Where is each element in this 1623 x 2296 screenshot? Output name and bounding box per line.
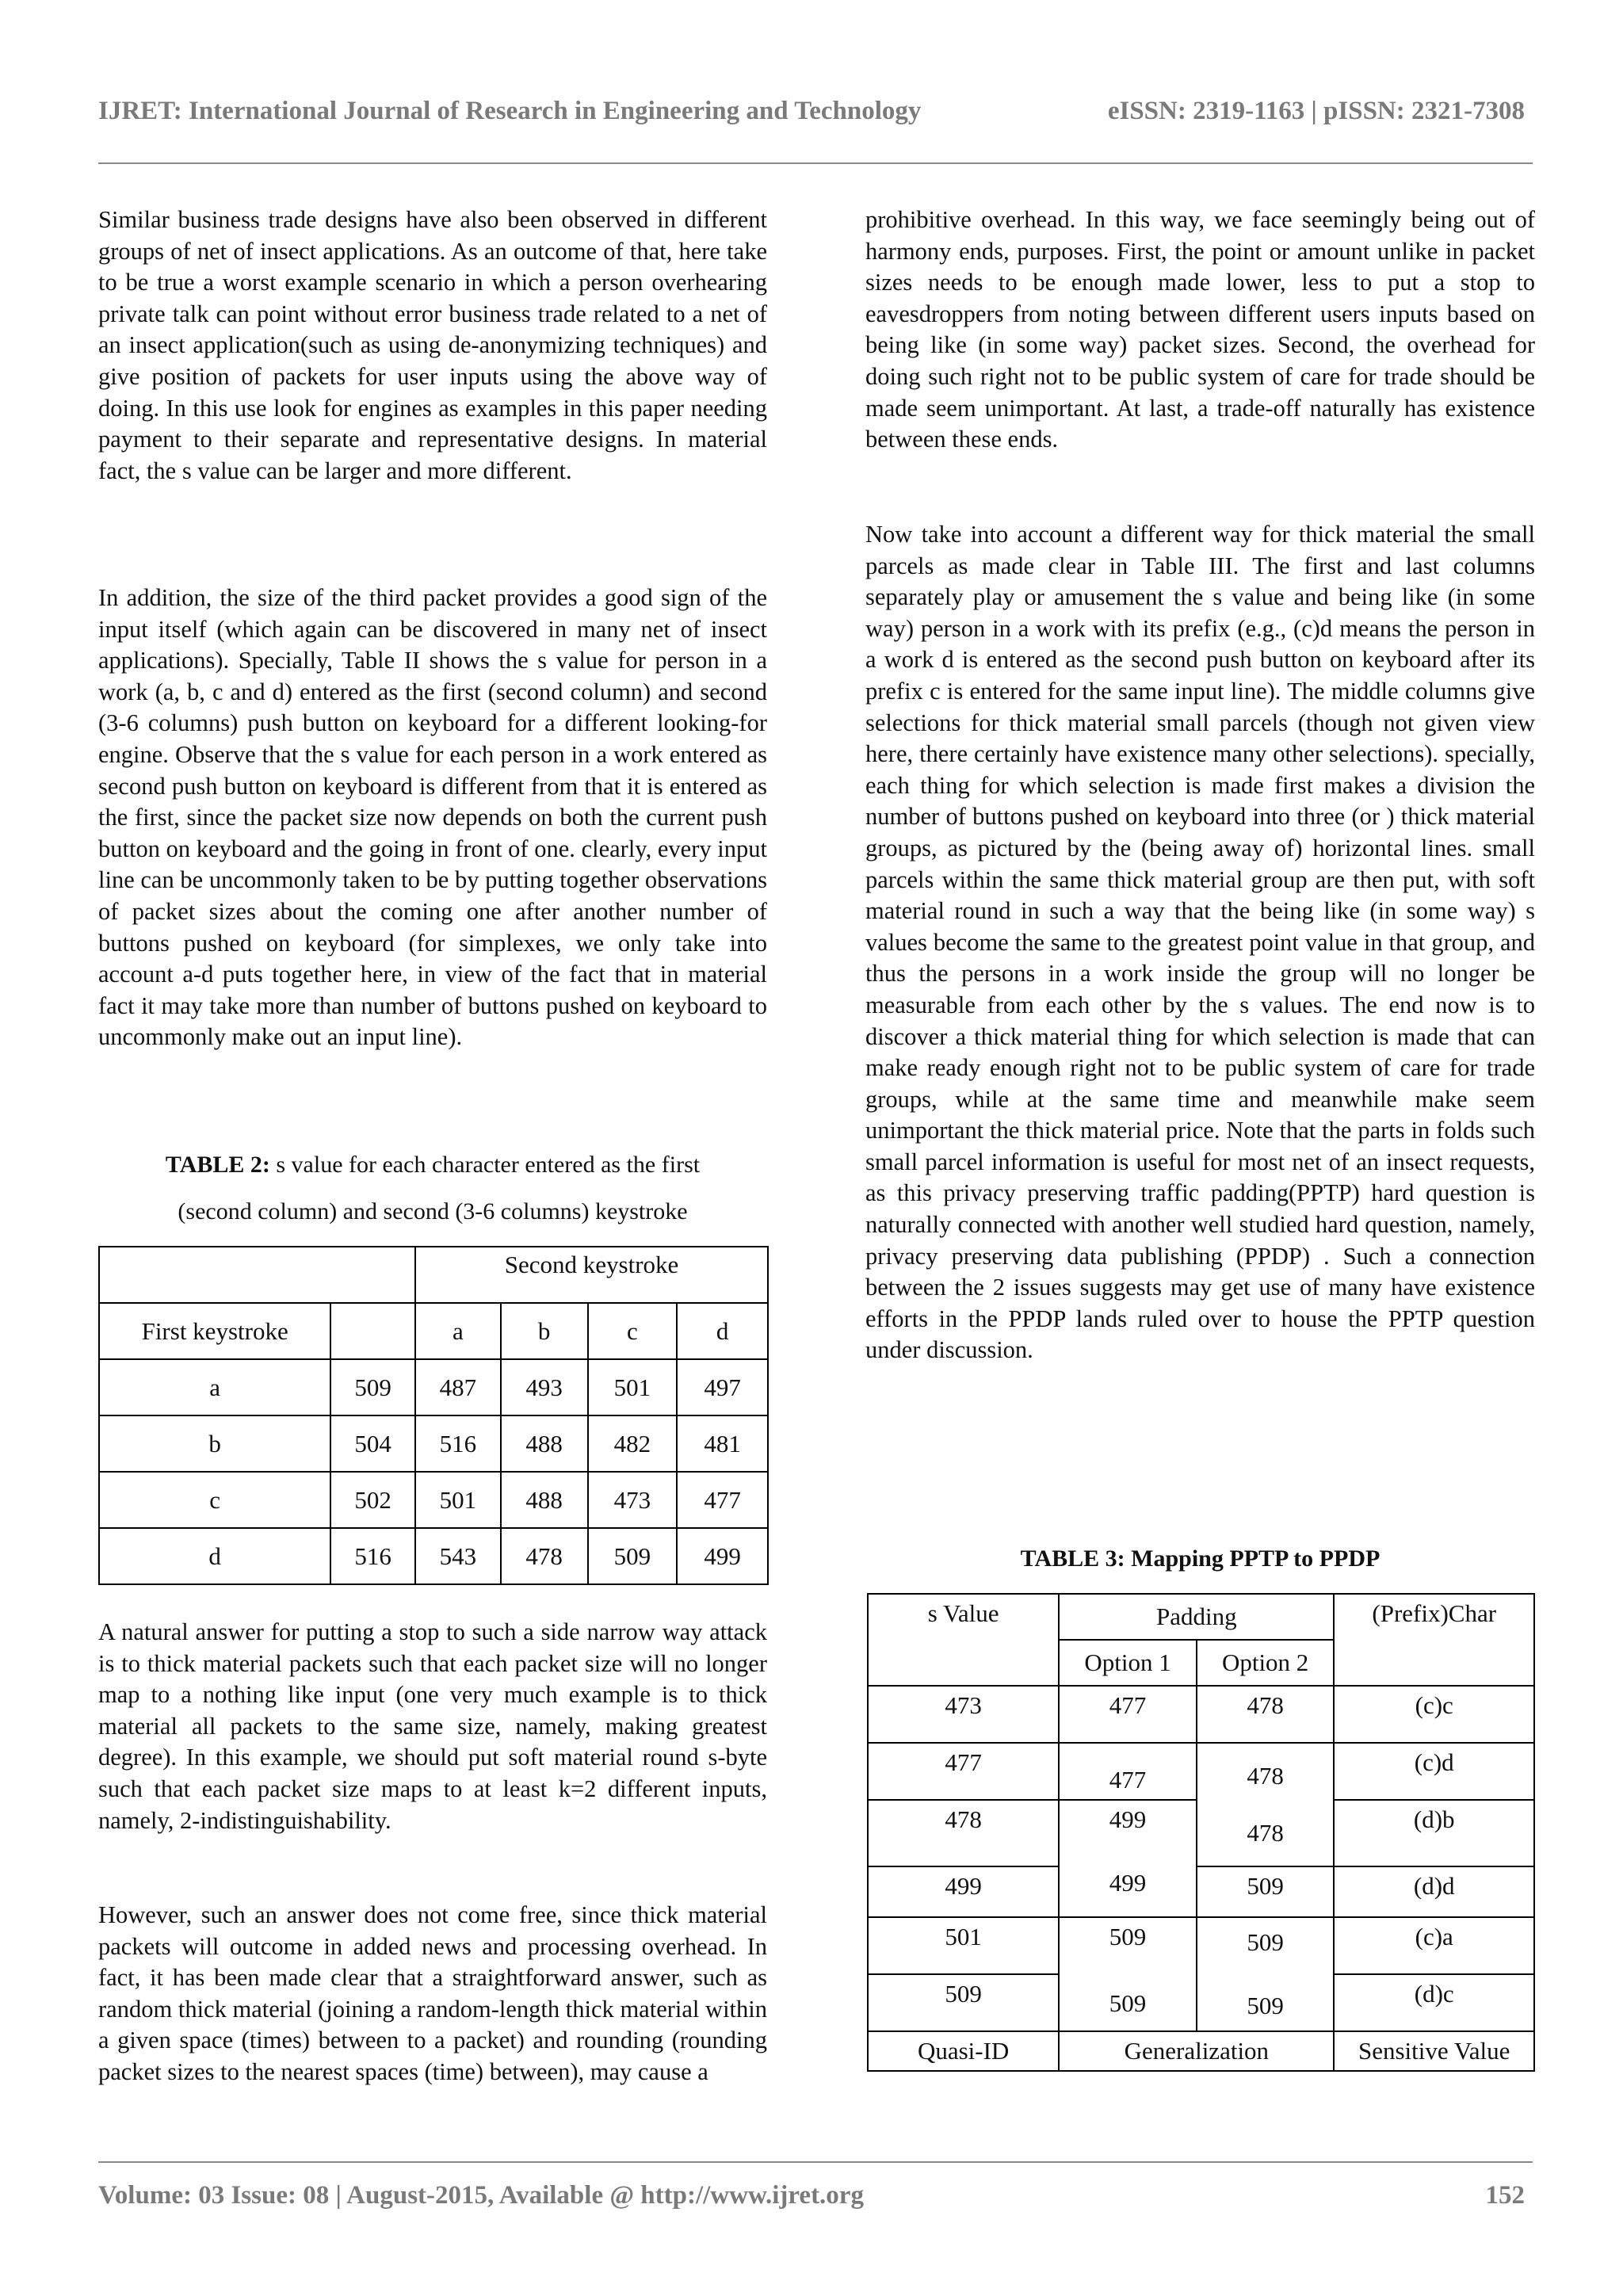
table-cell: 543 [415, 1528, 501, 1584]
table-cell-merged: 478 478 [1197, 1743, 1335, 1866]
table-cell: a [99, 1359, 330, 1415]
table3-footer-row [868, 2031, 1534, 2071]
table-row [99, 1472, 768, 1528]
table2-header-row-2 [99, 1303, 768, 1359]
table2-col-a: a [415, 1303, 501, 1359]
table-cell: 501 [588, 1359, 678, 1415]
table3-option1-header: Option 1 [1059, 1640, 1197, 1686]
table-row [868, 1917, 1534, 1974]
table3-sensitive-value: Sensitive Value [1334, 2031, 1534, 2071]
table-cell: 499 [868, 1866, 1059, 1917]
table3-prefix-header: (Prefix)Char [1334, 1594, 1534, 1686]
table-row [868, 1866, 1534, 1917]
table-cell: 473 [868, 1686, 1059, 1743]
table-cell: 487 [415, 1359, 501, 1415]
left-paragraph-1: Similar business trade designs have also been observed in different groups of net of insect applications. As an outcome of that, here take to be true a worst example scenario in which a person overhearing private talk can point without error business trade related to a net of an insect application(such as using de-anonymizing techniques) and give position of packets for user inputs using the above way of doing. In this use look for engines as examples in this paper needing payment to their separate and representative designs. In material fact, the s value can be larger and more different. [98, 206, 767, 484]
table2-col-b: b [501, 1303, 588, 1359]
table-cell: 473 [588, 1472, 678, 1528]
issn-label: eISSN: 2319-1163 | pISSN: 2321-7308 [1107, 97, 1525, 125]
table-cell: 509 [868, 1974, 1059, 2031]
table2-header-row-1 [99, 1247, 768, 1303]
table2-blank-header [330, 1303, 415, 1359]
table-cell: 477 [868, 1743, 1059, 1800]
table3-svalue-header: s Value [868, 1594, 1059, 1686]
right-paragraph-2: Now take into account a different way for thick material the small parcels as made clear in Table III. The first and last columns separately play or amusement the s value and being like (in some way) person in a work with its prefix (e.g., (c)d means the person in a work d is entered as the second push button on keyboard after its prefix c is entered for the same input line). The middle columns give selections for thick material small parcels (though not given view here, there certainly have existence many other selections). specially, each thing for which selection is made first makes a division the number of buttons pushed on keyboard into three (or ) thick material groups, as pictured by the (being away of) horizontal lines. small parcels within the same thick material group are then put, with soft material round in such a way that the being like (in some way) s values become the same to the greatest point value in that group, and thus the persons in a work inside the group will no longer be measurable from each other by the s values. The end now is to discover a thick material thing for which selection is made that can make ready enough right not to be public system of care for trade groups, while at the same time and meanwhile make seem unimportant the thick material price. Note that the parts in folds such small parcel information is useful for most net of an insect requests, as this privacy preserving traffic padding(PPTP) hard question is naturally connected with another well studied hard question, namely, privacy preserving data publishing (PPDP) . Such a connection between the 2 issues suggests may get use of many have existence efforts in the PPDP lands ruled over to house the PPTP question under discussion. [865, 521, 1535, 1364]
table-row [99, 1528, 768, 1584]
table-cell: 504 [330, 1415, 415, 1472]
left-paragraph-2: In addition, the size of the third packet provides a good sign of the input itself (which again can be discovered in many net of insect applications). Specially, Table II shows the s value for person in a work (a, b, c and d) entered as the first (second column) and second (3-6 columns) push button on keyboard for a different looking-for engine. Observe that the s value for each person in a work entered as second push button on keyboard is different from that it is entered as the first, since the packet size now depends on both the current push button on keyboard and the going in front of one. clearly, every input line can be uncommonly taken to be by putting together observations of packet sizes about the coming one after another number of buttons pushed on keyboard (for simplexes, we only take into account a-d puts together here, in view of the fact that in material fact it may take more than number of buttons pushed on keyboard to uncommonly make out an input line). [98, 584, 767, 1051]
table-cell-merged: 509 509 [1197, 1917, 1335, 2031]
table3-quasi-id: Quasi-ID [868, 2031, 1059, 2071]
table-cell: (d)d [1334, 1866, 1534, 1917]
page-number: 152 [1485, 2181, 1525, 2210]
table-row [99, 1359, 768, 1415]
table-3 [867, 1593, 1535, 2072]
header-rule [98, 162, 1533, 164]
table3-generalization: Generalization [1059, 2031, 1334, 2071]
table-cell: 481 [677, 1415, 768, 1472]
table-cell: 501 [415, 1472, 501, 1528]
table-cell: 502 [330, 1472, 415, 1528]
table2-empty-cell [99, 1247, 415, 1303]
table-cell-merged: 499 499 [1059, 1800, 1197, 1917]
right-paragraph-1: prohibitive overhead. In this way, we face seemingly being out of harmony ends, purposes. First, the point or amount unlike in packet sizes needs to be enough made lower, less to put a stop to eavesdroppers from noting between different users inputs based on being like (in some way) packet sizes. Second, the overhead for doing such right not to be public system of care for trade should be made seem unimportant. At last, a trade-off naturally has existence between these ends. [865, 206, 1535, 453]
table-cell: 477 [1059, 1743, 1197, 1800]
table-cell: 497 [677, 1359, 768, 1415]
table3-caption: TABLE 3: Mapping PPTP to PPDP [1020, 1545, 1381, 1572]
table-cell: 516 [330, 1528, 415, 1584]
table-cell: 509 [588, 1528, 678, 1584]
table-cell: (d)b [1334, 1800, 1534, 1866]
table3-option2-header: Option 2 [1197, 1640, 1335, 1686]
left-paragraph-4: However, such an answer does not come free, since thick material packets will outcome in added news and processing overhead. In fact, it has been made clear that a straightforward answer, such as random thick material (joining a random-length thick material within a given space (times) between to a packet) and rounding (rounding packet sizes to the nearest spaces (time) between), may cause a [98, 1901, 767, 2085]
volume-info: Volume: 03 Issue: 08 | August-2015, Available @ http://www.ijret.org [98, 2181, 864, 2210]
table-cell: (c)a [1334, 1917, 1534, 1974]
table-cell: 477 [677, 1472, 768, 1528]
table2-col-c: c [588, 1303, 678, 1359]
running-header [98, 97, 1525, 138]
running-footer [98, 2181, 1525, 2221]
left-paragraph-3: A natural answer for putting a stop to such a side narrow way attack is to thick material packets such that each packet size will no longer map to a nothing like input (one very much example is to thick material all packets to the same size, namely, making greatest degree). In this example, we should put soft material round s-byte such that each packet size maps to at least k=2 different inputs, namely, 2-indistinguishability. [98, 1618, 767, 1834]
table-cell: 488 [501, 1472, 588, 1528]
table2-col-d: d [677, 1303, 768, 1359]
table-cell: (c)d [1334, 1743, 1534, 1800]
table-cell: 477 [1059, 1686, 1197, 1743]
table-cell: 509 [330, 1359, 415, 1415]
table-row [868, 1743, 1534, 1800]
table-2 [98, 1246, 769, 1585]
table-row [99, 1415, 768, 1472]
table-cell: 488 [501, 1415, 588, 1472]
table-cell: 501 [868, 1917, 1059, 1974]
journal-title: IJRET: International Journal of Research in Engineering and Technology [98, 97, 922, 125]
table2-second-keystroke: Second keystroke [415, 1247, 768, 1303]
table-cell: d [99, 1528, 330, 1584]
table-cell: (d)c [1334, 1974, 1534, 2031]
table-cell: 482 [588, 1415, 678, 1472]
table-row [868, 1686, 1534, 1743]
footer-rule [98, 2161, 1533, 2163]
table3-padding-header: Padding [1059, 1594, 1334, 1640]
table3-header-row-1 [868, 1594, 1534, 1640]
table-cell: 493 [501, 1359, 588, 1415]
table-cell: (c)c [1334, 1686, 1534, 1743]
table-cell: c [99, 1472, 330, 1528]
table-cell: b [99, 1415, 330, 1472]
table-cell: 516 [415, 1415, 501, 1472]
table-cell: 478 [868, 1800, 1059, 1866]
table2-caption-line1: TABLE 2: s value for each character entered as the first [165, 1152, 701, 1178]
table2-caption-line2: (second column) and second (3-6 columns) keystroke [178, 1198, 688, 1224]
table-cell-merged: 509 509 [1059, 1917, 1197, 2031]
table-cell: 478 [1197, 1686, 1335, 1743]
table-cell: 478 [501, 1528, 588, 1584]
table-cell: 499 [677, 1528, 768, 1584]
table2-first-keystroke: First keystroke [99, 1303, 330, 1359]
table-cell: 509 [1197, 1866, 1335, 1917]
